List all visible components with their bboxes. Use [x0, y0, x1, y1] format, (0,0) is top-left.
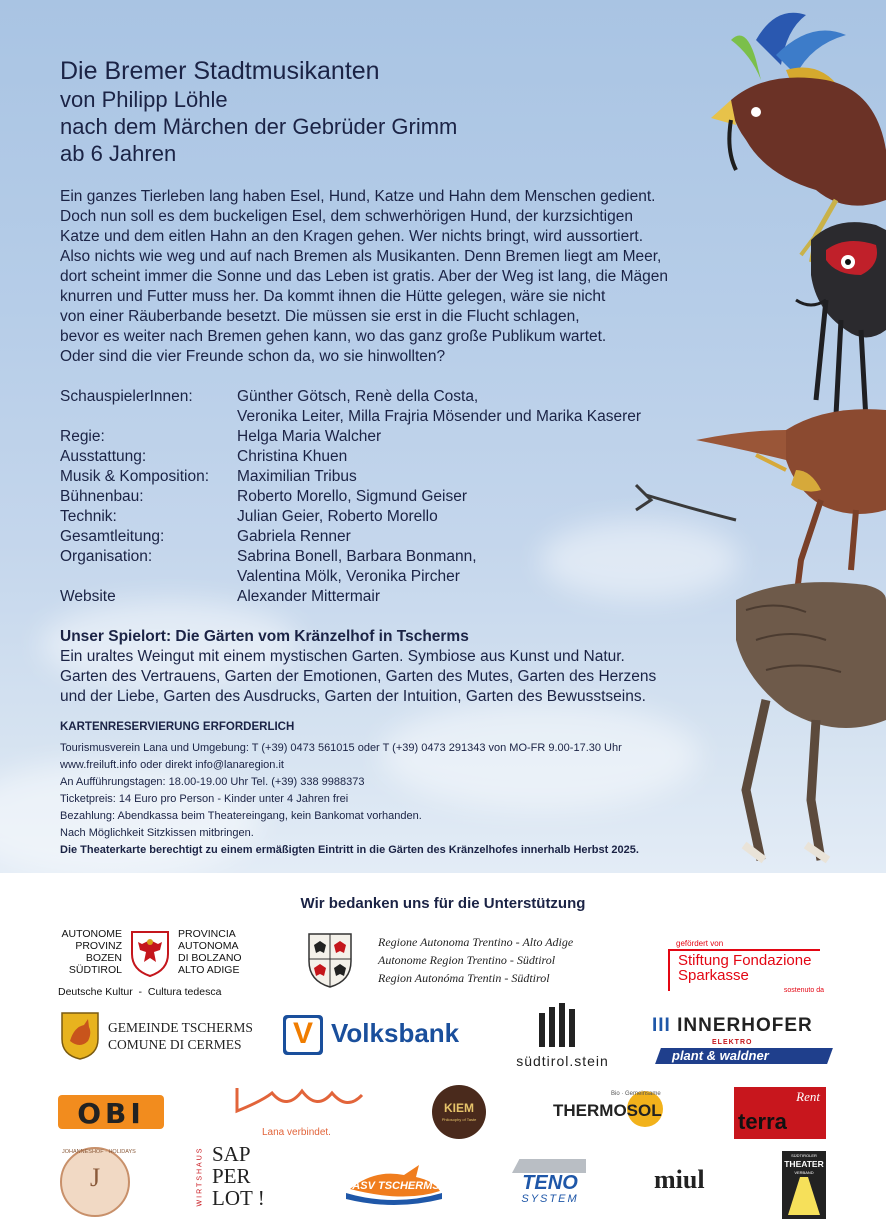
- logo-johanneshof: [58, 1145, 136, 1219]
- tscherms-line: COMUNE DI CERMES: [108, 1037, 242, 1052]
- play-title: Die Bremer Stadtmusikanten: [60, 57, 380, 85]
- poster-text: [60, 56, 740, 859]
- sponsor-section: [0, 873, 886, 1218]
- rooster-eye: [751, 107, 761, 117]
- credit-role: Website: [60, 588, 116, 605]
- thermosol-sub: Bio · Gemeinsame: [611, 1091, 661, 1097]
- asv-text: ASV TSCHERMS: [352, 1180, 440, 1192]
- eagle-crest-icon: [128, 928, 172, 978]
- description-line: Also nichts wie weg und auf nach Bremen als Musikanten. Denn Bremen liegt am Meer,: [60, 248, 662, 265]
- credit-names: Roberto Morello, Sigmund Geiser: [237, 488, 468, 505]
- reservation-line: Tourismusverein Lana und Umgebung: T (+39) 0473 561015 oder T (+39) 0473 291343 von MO-FR 9.00-17.30 Uhr: [60, 742, 622, 754]
- venue-line: und der Liebe, Garten des Ausdrucks, Garten der Intuition, Garten des Bewusstseins.: [60, 688, 646, 705]
- logo-province: [58, 928, 248, 1003]
- province-line: PROVINZ: [75, 940, 122, 952]
- obi-text: OBI: [77, 1097, 145, 1130]
- province-line: DI BOLZANO: [178, 952, 242, 964]
- region-line: Autonome Region Trentino - Südtirol: [378, 953, 556, 967]
- theater-text: THEATER: [784, 1159, 824, 1169]
- description-line: Ein ganzes Tierleben lang haben Esel, Hund, Katze und Hahn dem Menschen gedient.: [60, 188, 656, 205]
- donkey-leg: [746, 700, 821, 860]
- description-line: knurren und Futter muss her. Da kommt ihnen die Hütte gelegen, wäre sie nicht: [60, 288, 606, 305]
- region-line: Region Autonóma Trentin - Südtirol: [378, 971, 550, 985]
- credit-row: [60, 547, 740, 567]
- credit-row: [60, 407, 740, 427]
- logo-obi: [58, 1095, 164, 1129]
- teno-text: TENO: [522, 1172, 578, 1194]
- thermosol-text: THERMOSOL: [553, 1101, 662, 1120]
- logo-sparkasse: [668, 935, 828, 997]
- logo-lana: [232, 1083, 367, 1143]
- miul-text: miul: [654, 1165, 705, 1194]
- kiem-sub: Philosophy of Taste: [441, 1117, 477, 1122]
- credit-role: Organisation:: [60, 548, 153, 565]
- sparkasse-name: [678, 953, 811, 983]
- logo-thermosol: [553, 1091, 668, 1135]
- sapperlot-side: WIRTSHAUS: [196, 1146, 204, 1207]
- description: [60, 187, 740, 367]
- venue-line: Ein uraltes Weingut mit einem mystischen Garten. Symbiose aus Kunst und Natur.: [60, 648, 625, 665]
- reservation-line: Ticketpreis: 14 Euro pro Person - Kinder unter 4 Jahren frei: [60, 793, 349, 805]
- credit-row: [60, 387, 740, 407]
- logo-miul: [654, 1165, 718, 1201]
- lana-tagline: Lana verbindet.: [262, 1127, 331, 1138]
- logo-innerhofer: [652, 1015, 832, 1069]
- terra-rent: Rent: [796, 1089, 820, 1104]
- sparkasse-name-line: Sparkasse: [678, 967, 749, 984]
- terra-text: terra: [738, 1109, 787, 1134]
- credit-names: Julian Geier, Roberto Morello: [237, 508, 438, 525]
- play-age: ab 6 Jahren: [60, 141, 177, 166]
- credit-role: Ausstattung:: [60, 448, 147, 465]
- region-text: [378, 933, 573, 987]
- credit-role: Regie:: [60, 428, 105, 445]
- description-line: Oder sind die vier Freunde schon da, wo sie hinwollten?: [60, 348, 446, 365]
- credit-row: [60, 507, 740, 527]
- credit-row: [60, 527, 740, 547]
- credit-role: Technik:: [60, 508, 117, 525]
- play-author: von Philipp Löhle: [60, 87, 228, 112]
- province-line: BOZEN: [85, 952, 122, 964]
- teno-sub: SYSTEM: [521, 1193, 579, 1205]
- rooster-body: [731, 78, 886, 206]
- venue-heading: Unser Spielort: Die Gärten vom Kränzelhof in Tscherms: [60, 628, 469, 645]
- credit-names: Gabriela Renner: [237, 528, 351, 545]
- theater-bottom: VERBAND: [794, 1170, 814, 1175]
- logo-terra-rent: [734, 1087, 826, 1139]
- credit-names: Veronika Leiter, Milla Frajria Mösender und Marika Kaserer: [237, 408, 642, 425]
- volksbank-name: Volksbank: [331, 1018, 460, 1048]
- logo-kiem: [432, 1085, 486, 1139]
- volksbank-mark: V: [292, 1017, 313, 1050]
- lana-wordmark: [232, 1083, 367, 1121]
- credit-names: Christina Khuen: [237, 448, 348, 465]
- credit-names: Sabrina Bonell, Barbara Bonmann,: [237, 548, 477, 565]
- logo-sapperlot: [196, 1143, 286, 1219]
- province-line: AUTONOMA: [178, 940, 239, 952]
- credit-role: [60, 567, 237, 587]
- sponsor-heading: Wir bedanken uns für die Unterstützung: [300, 895, 586, 912]
- credit-role: SchauspielerInnen:: [60, 388, 193, 405]
- reservation-line: An Aufführungstagen: 18.00-19.00 Uhr Tel. (+39) 338 9988373: [60, 776, 365, 788]
- credit-role: Bühnenbau:: [60, 488, 144, 505]
- play-source: nach dem Märchen der Gebrüder Grimm: [60, 114, 458, 139]
- region-crest-icon: [306, 931, 354, 989]
- credits: [60, 387, 740, 607]
- reservation-heading: KARTENRESERVIERUNG ERFORDERLICH: [60, 721, 295, 733]
- plant-text: plant & waldner: [672, 1048, 769, 1063]
- stein-text: südtirol.stein: [516, 1053, 609, 1069]
- logo-teno-system: [512, 1159, 588, 1211]
- description-line: von einer Räuberbande besetzt. Die müssen sie erst in die Flucht schlagen,: [60, 308, 580, 325]
- credit-row: [60, 587, 740, 607]
- tscherms-line: GEMEINDE TSCHERMS: [108, 1020, 253, 1035]
- logo-asv-tscherms: [344, 1163, 444, 1205]
- logo-region: [306, 931, 616, 993]
- province-line: ALTO ADIGE: [178, 964, 240, 976]
- credit-row: [60, 567, 740, 587]
- cat-pupil: [845, 259, 851, 265]
- logo-volksbank: [283, 1013, 483, 1059]
- credit-role: Gesamtleitung:: [60, 528, 165, 545]
- logo-tscherms: [60, 1011, 260, 1065]
- sapperlot-line: LOT !: [212, 1186, 265, 1210]
- dog-body: [786, 409, 886, 514]
- stone-pillars-icon: [535, 1001, 585, 1047]
- reservation-note: Die Theaterkarte berechtigt zu einem ermäßigten Eintritt in die Gärten des Kränzelhofes innerhalb Herbst 2025.: [60, 844, 639, 856]
- tscherms-text: [108, 1019, 253, 1053]
- region-line: Regione Autonoma Trentino - Alto Adige: [378, 935, 574, 949]
- kiem-text: KIEM: [444, 1101, 474, 1115]
- venue-line: Garten des Vertrauens, Garten der Emotionen, Garten des Mutes, Garten des Herzens: [60, 668, 657, 685]
- province-line: SÜDTIROL: [68, 964, 122, 976]
- sapperlot-line: SAP: [212, 1142, 251, 1166]
- credit-names: Alexander Mittermair: [237, 588, 380, 605]
- province-line: PROVINCIA: [178, 928, 236, 940]
- description-line: Katze und dem eitlen Hahn an den Kragen gehen. Wer nichts bringt, wird aussortiert.: [60, 228, 644, 245]
- sapperlot-line: PER: [212, 1164, 251, 1188]
- province-text-de: [58, 928, 122, 976]
- logo-suedtirol-stein: [495, 1001, 630, 1073]
- donkey-body: [736, 582, 886, 728]
- credit-row: [60, 427, 740, 447]
- province-culture: Deutsche Kultur - Cultura tedesca: [58, 986, 222, 998]
- credit-row: [60, 487, 740, 507]
- credit-names: Günther Götsch, Renè della Costa,: [237, 388, 479, 405]
- theater-top: SÜDTIROLER: [791, 1153, 817, 1158]
- description-line: dort scheint immer die Sonne und das Leben ist gratis. Aber der Weg ist lang, die Mägen: [60, 268, 669, 285]
- spotlight-icon: [788, 1177, 820, 1215]
- reservation: [60, 719, 740, 859]
- johanneshof-letter: J: [89, 1163, 101, 1192]
- credit-names: Maximilian Tribus: [237, 468, 357, 485]
- credit-row: [60, 467, 740, 487]
- innerhofer-sub: ELEKTRO: [712, 1039, 753, 1046]
- title-block: [60, 56, 740, 167]
- johanneshof-ring-text: JOHANNESHOF · HOLIDAYS: [62, 1149, 136, 1155]
- credit-names: Helga Maria Walcher: [237, 428, 382, 445]
- logo-theaterverband: [782, 1151, 826, 1219]
- sparkasse-top: gefördert von: [676, 939, 724, 948]
- reservation-line: Nach Möglichkeit Sitzkissen mitbringen.: [60, 827, 254, 839]
- teno-roof: [512, 1159, 586, 1173]
- innerhofer-name: III INNERHOFER: [652, 1015, 813, 1036]
- credit-row: [60, 447, 740, 467]
- sapperlot-text: [212, 1143, 265, 1209]
- credit-names: Valentina Mölk, Veronika Pircher: [237, 568, 460, 585]
- credit-role: Musik & Komposition:: [60, 468, 210, 485]
- reservation-line: www.freiluft.info oder direkt info@lanaregion.it: [60, 759, 284, 771]
- reservation-line: Bezahlung: Abendkassa beim Theatereingang, kein Bankomat vorhanden.: [60, 810, 422, 822]
- innerhofer-word: INNERHOFER: [677, 1015, 813, 1036]
- province-text-it: [178, 928, 242, 976]
- description-line: bevor es weiter nach Bremen gehen kann, wo das ganz große Publikum wartet.: [60, 328, 607, 345]
- description-line: Doch nun soll es dem buckeligen Esel, dem schwerhörigen Hund, der kurzsichtigen: [60, 208, 633, 225]
- province-line: AUTONOME: [61, 928, 122, 940]
- sparkasse-bottom: sostenuto da: [783, 987, 824, 994]
- volksbank-mark-bg: [283, 1015, 323, 1055]
- credit-role: [60, 407, 237, 427]
- venue: [60, 627, 740, 707]
- sparkasse-name-line: Stiftung Fondazione: [678, 952, 812, 969]
- fox-crest-icon: [60, 1011, 100, 1061]
